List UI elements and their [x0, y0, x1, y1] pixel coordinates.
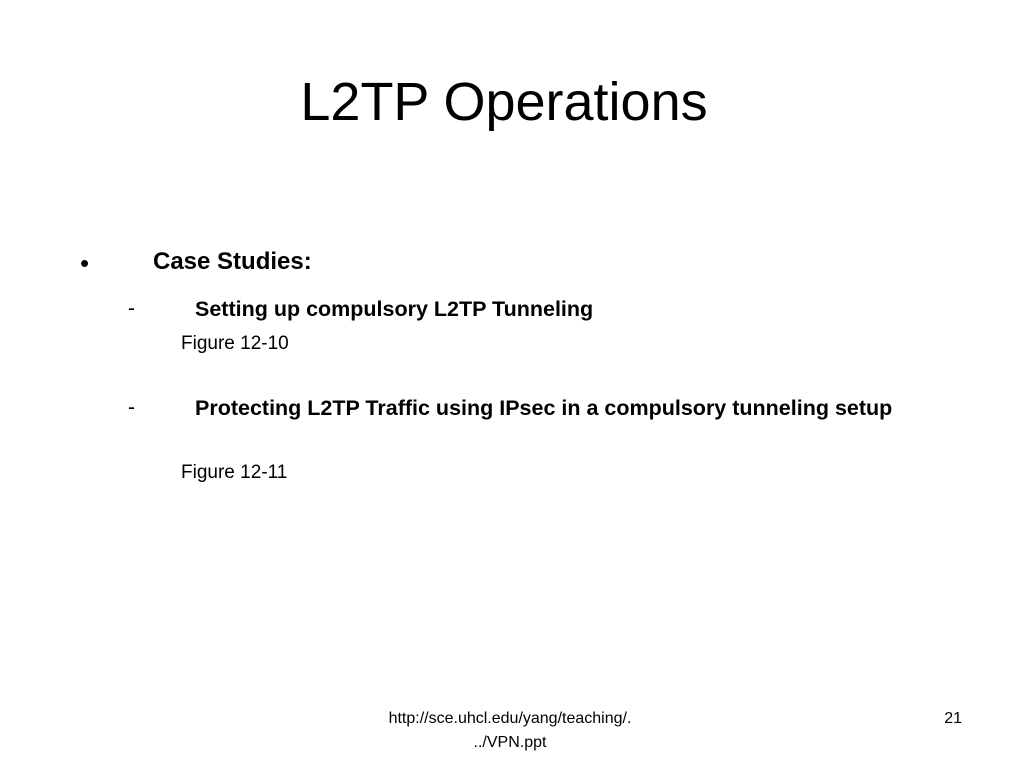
bullet-marker: • — [80, 248, 90, 278]
slide-title: L2TP Operations — [300, 72, 708, 132]
sub-bullet-marker: - — [128, 297, 135, 320]
figure-reference: Figure 12-10 — [181, 333, 289, 354]
footer-source-url — [340, 707, 680, 755]
footer-url-line-1: http://sce.uhcl.edu/yang/teaching/. — [388, 710, 632, 727]
footer-url-line-2: ../VPN.ppt — [473, 734, 547, 751]
slide-number: 21 — [944, 710, 962, 727]
sub-bullet-marker: - — [128, 396, 135, 419]
sub-bullet-label: Setting up compulsory L2TP Tunneling — [195, 297, 594, 321]
figure-reference: Figure 12-11 — [181, 462, 288, 483]
case-studies-heading: Case Studies: — [153, 248, 312, 275]
sub-bullet-label: Protecting L2TP Traffic using IPsec in a compulsory tunneling setup — [195, 396, 893, 420]
